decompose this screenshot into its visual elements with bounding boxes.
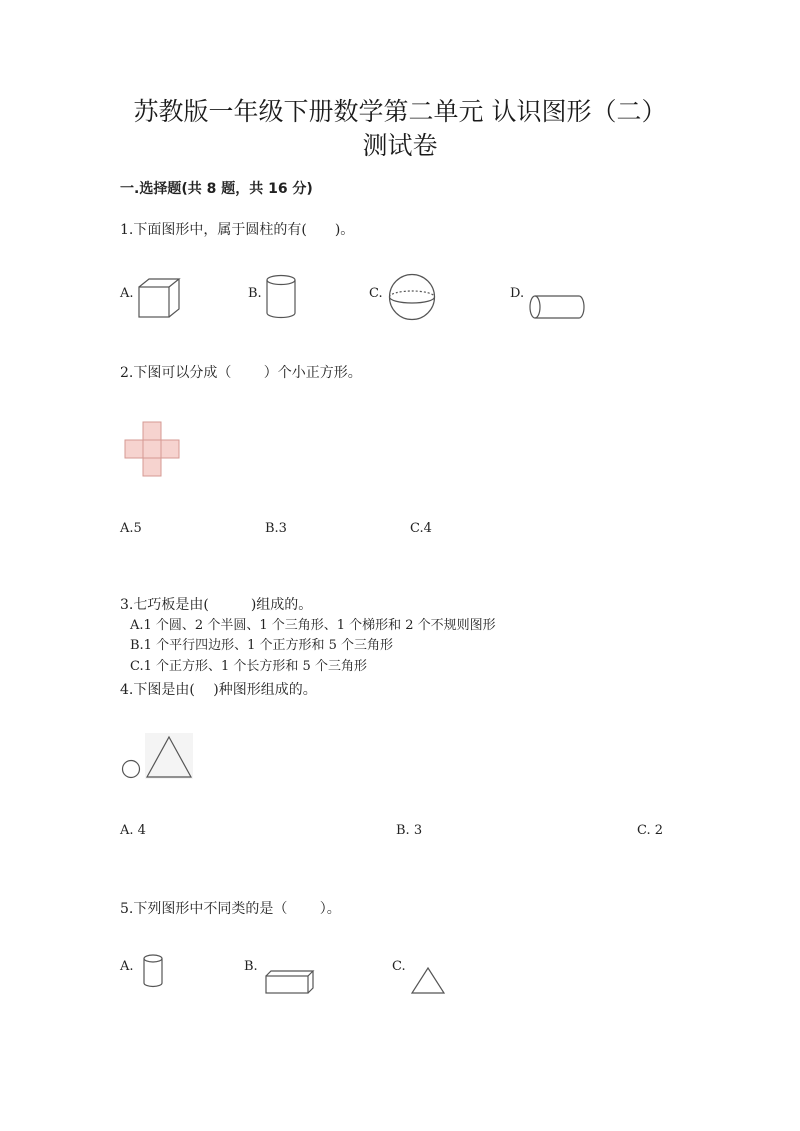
q5-option-b-label[interactable]: B. — [244, 959, 258, 974]
q4-option-b[interactable]: B. 3 — [396, 823, 423, 838]
q2-option-b[interactable]: B.3 — [265, 521, 287, 536]
page-title: 苏教版一年级下册数学第二单元 认识图形（二） — [133, 97, 667, 126]
q1-option-c-label[interactable]: C. — [369, 286, 383, 301]
q1-option-d-label[interactable]: D. — [510, 286, 525, 301]
q2-option-c[interactable]: C.4 — [410, 521, 432, 536]
cross-shape-figure — [125, 421, 181, 477]
cuboid-icon — [264, 970, 316, 996]
q3-option-b[interactable]: B.1 个平行四边形、1 个正方形和 5 个三角形 — [130, 638, 394, 653]
q1-option-b-label[interactable]: B. — [248, 286, 262, 301]
question-1-stem: 1.下面图形中，属于圆柱的有( )。 — [120, 222, 355, 238]
q4-option-c[interactable]: C. 2 — [637, 823, 664, 838]
lying-cylinder-icon — [529, 294, 587, 322]
q1-option-a-label[interactable]: A. — [120, 286, 134, 301]
q5-option-a-label[interactable]: A. — [120, 959, 134, 974]
q4-option-a[interactable]: A. 4 — [120, 823, 146, 838]
q3-option-a[interactable]: A.1 个圆、2 个半圆、1 个三角形、1 个梯形和 2 个不规则图形 — [130, 618, 496, 633]
page-subtitle: 测试卷 — [362, 131, 438, 160]
circle-triangle-figure — [120, 733, 196, 781]
section-heading: 一.选择题(共 8 题，共 16 分) — [120, 181, 313, 197]
upright-cylinder-icon — [265, 274, 299, 320]
q3-option-c[interactable]: C.1 个正方形、1 个长方形和 5 个三角形 — [130, 659, 367, 674]
q5-option-c-label[interactable]: C. — [392, 959, 406, 974]
sphere-icon — [388, 273, 438, 323]
question-2-stem: 2.下图可以分成（ ）个小正方形。 — [120, 365, 362, 381]
small-cylinder-icon — [142, 954, 166, 990]
question-5-stem: 5.下列图形中不同类的是（ ）。 — [120, 901, 341, 917]
triangle-icon — [410, 966, 448, 996]
question-3-stem: 3.七巧板是由( )组成的。 — [120, 597, 313, 613]
q2-option-a[interactable]: A.5 — [120, 521, 142, 536]
cube-icon — [137, 278, 183, 320]
question-4-stem: 4.下图是由( )种图形组成的。 — [120, 682, 317, 698]
